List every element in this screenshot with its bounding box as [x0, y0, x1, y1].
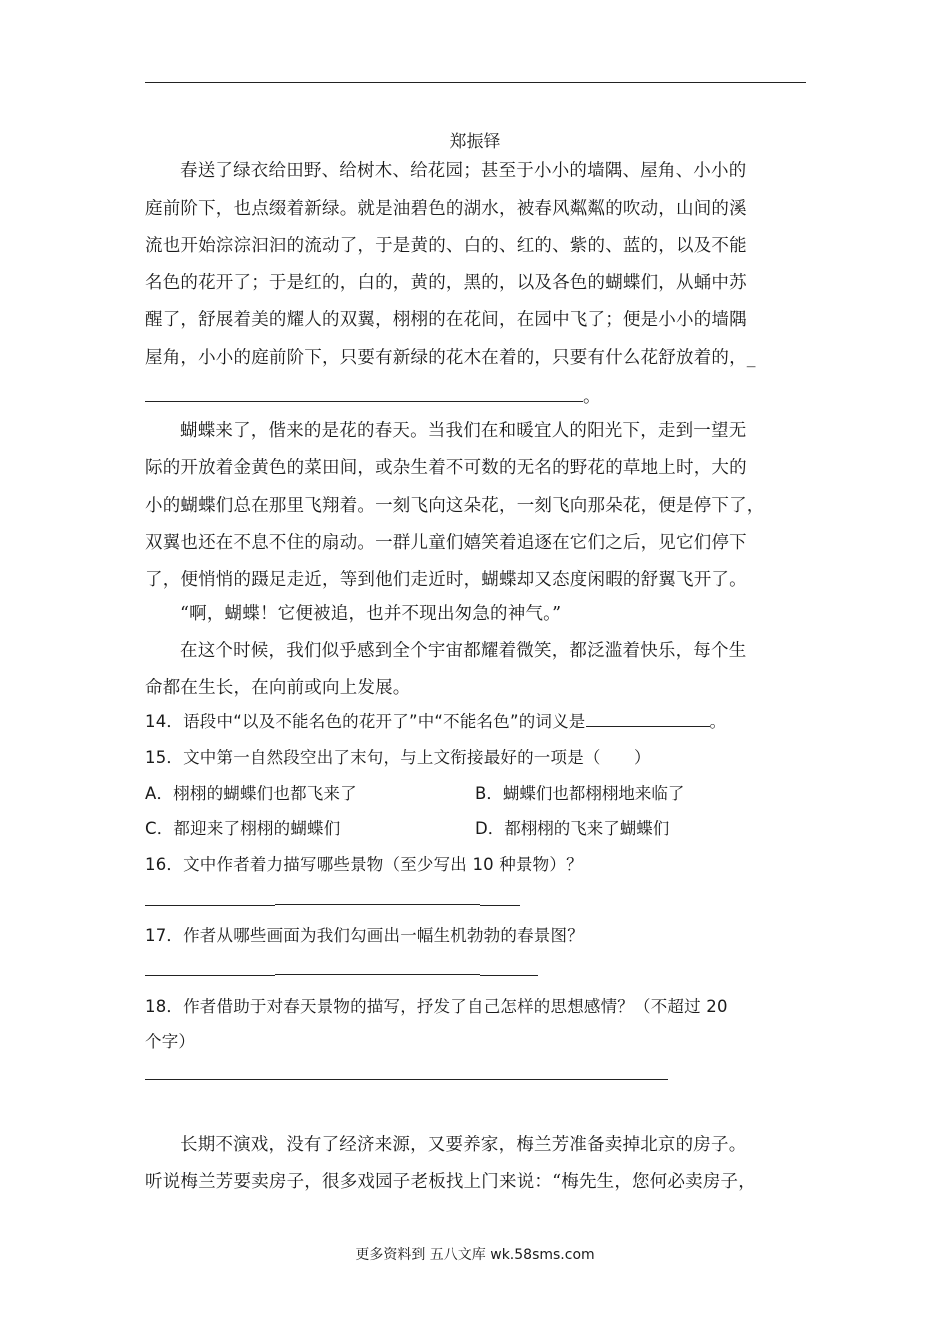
- passage-line: “啊，蝴蝶！它便被追，也并不现出匆急的神气。”: [180, 604, 562, 624]
- footer-source: 更多资料到 五八文库 wk.58sms.com: [355, 1247, 595, 1263]
- question-17: 17．作者从哪些画面为我们勾画出一幅生机勃勃的春景图？: [145, 926, 584, 945]
- question-14-text: 14．语段中“以及不能名色的花开了”中“不能名色”的词义是: [145, 712, 586, 731]
- answer-blank[interactable]: [480, 975, 538, 976]
- passage-line: 庭前阶下，也点缀着新绿。就是油碧色的湖水，被春风粼粼的吹动，山间的溪: [145, 199, 747, 219]
- answer-blank[interactable]: [145, 905, 275, 906]
- passage-line: 名色的花开了；于是红的，白的，黄的，黑的，以及各色的蝴蝶们，从蛹中苏: [145, 273, 747, 293]
- passage-line: 流也开始淙淙汩汩的流动了，于是黄的、白的、红的、紫的、蓝的，以及不能: [145, 236, 747, 256]
- passage-line: 了，便悄悄的蹑足走近，等到他们走近时，蝴蝶却又态度闲暇的舒翼飞开了。: [145, 570, 747, 590]
- answer-blank[interactable]: [275, 974, 480, 975]
- answer-blank[interactable]: [586, 712, 710, 727]
- option-a[interactable]: A．栩栩的蝴蝶们也都飞来了: [145, 784, 357, 803]
- passage-line: 在这个时候，我们似乎感到全个宇宙都耀着微笑，都泛滥着快乐，每个生: [180, 641, 747, 661]
- answer-blank[interactable]: [275, 904, 480, 905]
- blank-end-mark: 。: [583, 387, 601, 407]
- option-b[interactable]: B．蝴蝶们也都栩栩地来临了: [475, 784, 685, 803]
- question-15: 15．文中第一自然段空出了末句，与上文衔接最好的一项是（ ）: [145, 748, 651, 767]
- option-c[interactable]: C．都迎来了栩栩的蝴蝶们: [145, 819, 341, 838]
- author-name: 郑振铎: [449, 132, 501, 152]
- question-18-cont: 个字）: [145, 1032, 196, 1051]
- passage-line: 蝴蝶来了，偕来的是花的春天。当我们在和暖宜人的阳光下，走到一望无: [180, 421, 747, 441]
- passage-line: 春送了绿衣给田野、给树木、给花园；甚至于小小的墙隅、屋角、小小的: [180, 161, 747, 181]
- answer-blank[interactable]: [145, 401, 583, 402]
- question-18: 18．作者借助于对春天景物的描写，抒发了自己怎样的思想感情？（不超过 20: [145, 997, 728, 1016]
- passage-line: 命都在生长，在向前或向上发展。: [145, 678, 411, 698]
- passage-line: 听说梅兰芳要卖房子，很多戏园子老板找上门来说：“梅先生，您何必卖房子，: [145, 1172, 756, 1192]
- passage-line: 际的开放着金黄色的菜田间，或杂生着不可数的无名的野花的草地上时，大的: [145, 458, 747, 478]
- answer-blank[interactable]: [145, 1079, 668, 1080]
- option-d[interactable]: D．都栩栩的飞来了蝴蝶们: [475, 819, 670, 838]
- passage-line: 醒了，舒展着美的耀人的双翼，栩栩的在花间，在园中飞了；便是小小的墙隅: [145, 310, 747, 330]
- passage-line: 屋角，小小的庭前阶下，只要有新绿的花木在着的，只要有什么花舒放着的，_: [145, 348, 756, 368]
- question-14: [145, 711, 726, 733]
- passage-line: 小的蝴蝶们总在那里飞翔着。一刻飞向这朵花，一刻飞向那朵花，便是停下了，: [145, 496, 765, 516]
- question-16: 16．文中作者着力描写哪些景物（至少写出 10 种景物）？: [145, 855, 583, 874]
- answer-blank[interactable]: [145, 975, 275, 976]
- question-14-end: 。: [709, 712, 727, 731]
- passage-line: 双翼也还在不息不住的扇动。一群儿童们嬉笑着追逐在它们之后，见它们停下: [145, 533, 747, 553]
- header-rule: [145, 82, 806, 83]
- answer-blank[interactable]: [480, 905, 520, 906]
- passage-line: 长期不演戏，没有了经济来源，又要养家，梅兰芳准备卖掉北京的房子。: [180, 1135, 747, 1155]
